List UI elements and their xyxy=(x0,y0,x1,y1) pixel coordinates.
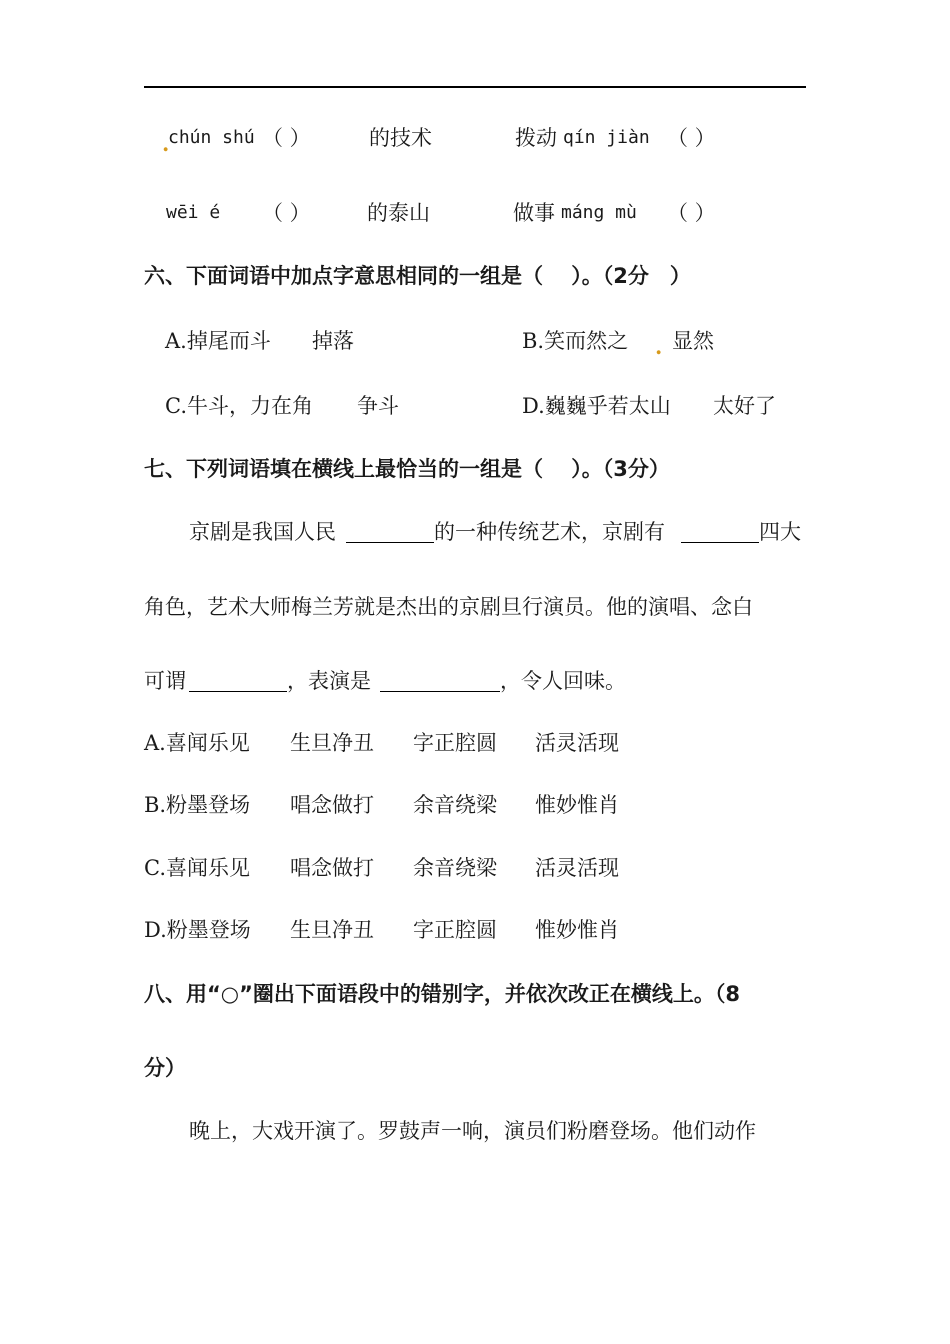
pinyin: wēi é xyxy=(166,202,221,223)
pinyin-row-1 xyxy=(0,120,950,156)
q6-option-a-label: A.掉尾而斗 xyxy=(165,329,271,353)
q7-option-word: 生旦净丑 xyxy=(290,731,374,755)
q7-text: 的一种传统艺术，京剧有 xyxy=(434,520,665,544)
q7-option-label: D.粉墨登场 xyxy=(144,918,251,942)
q6-option-d-label: D.巍巍乎若太山 xyxy=(522,394,671,418)
q7-option-d xyxy=(0,912,950,948)
fill-blank[interactable] xyxy=(346,520,434,543)
word-prefix: 做事 xyxy=(513,201,555,225)
q7-text: ，表演是 xyxy=(287,669,371,693)
q7-option-word: 字正腔圆 xyxy=(413,731,497,755)
q8-title-line-2 xyxy=(0,1050,950,1086)
word-prefix: 拨动 xyxy=(515,126,557,150)
q7-option-word: 活灵活现 xyxy=(535,731,619,755)
q7-text: 京剧是我国人民 xyxy=(189,520,336,544)
q8-title-line-1 xyxy=(0,976,950,1012)
q7-option-c xyxy=(0,850,950,886)
q7-paragraph-line-1 xyxy=(0,514,950,550)
q7-option-word: 惟妙惟肖 xyxy=(535,793,619,817)
q8-paragraph xyxy=(0,1113,950,1149)
q8-title-text: 八、用“○”圈出下面语段中的错别字，并依次改正在横线上。（8 xyxy=(144,982,741,1006)
fill-blank[interactable] xyxy=(681,520,759,543)
q7-option-word: 生旦净丑 xyxy=(290,918,374,942)
q7-text: 角色，艺术大师梅兰芳就是杰出的京剧旦行演员。他的演唱、念白 xyxy=(144,595,753,619)
q7-option-a xyxy=(0,725,950,761)
q6-option-b-word: 显然 xyxy=(672,329,714,353)
q7-option-label: C.喜闻乐见 xyxy=(144,856,250,880)
word: 的泰山 xyxy=(367,201,430,225)
answer-paren: （ ） xyxy=(667,126,716,150)
pinyin: qín jiàn xyxy=(563,127,650,148)
q8-paragraph-text: 晚上，大戏开演了。罗鼓声一响，演员们粉磨登场。他们动作 xyxy=(189,1119,756,1143)
q6-title-text: 六、下面词语中加点字意思相同的一组是（ ）。（2分 ） xyxy=(144,264,691,288)
q7-title xyxy=(0,451,950,487)
header-rule xyxy=(144,86,806,88)
q7-option-label: A.喜闻乐见 xyxy=(144,731,250,755)
q7-text: ，令人回味。 xyxy=(500,669,626,693)
q6-option-a-word: 掉落 xyxy=(312,329,354,353)
q6-option-c-label: C.牛斗，力在角 xyxy=(165,394,313,418)
word: 的技术 xyxy=(369,126,432,150)
q7-option-b xyxy=(0,787,950,823)
fill-blank[interactable] xyxy=(189,669,287,692)
pinyin: máng mù xyxy=(561,202,637,223)
emphasis-dot: . xyxy=(655,334,663,359)
q7-text: 四大 xyxy=(759,520,801,544)
q7-paragraph-line-3 xyxy=(0,663,950,699)
q6-option-d-word: 太好了 xyxy=(713,394,776,418)
q6-options-ab xyxy=(0,323,950,359)
q7-option-word: 余音绕梁 xyxy=(413,793,497,817)
q6-options-cd xyxy=(0,388,950,424)
q7-option-word: 活灵活现 xyxy=(535,856,619,880)
q7-title-text: 七、下列词语填在横线上最恰当的一组是（ ）。（3分） xyxy=(144,457,670,481)
emphasis-dot: . xyxy=(162,131,170,156)
q7-option-label: B.粉墨登场 xyxy=(144,793,251,817)
q8-title-text: 分） xyxy=(144,1056,186,1080)
q6-option-c-word: 争斗 xyxy=(357,394,399,418)
pinyin: chún shú xyxy=(168,127,255,148)
q7-option-word: 惟妙惟肖 xyxy=(535,918,619,942)
fill-blank[interactable] xyxy=(380,669,500,692)
q7-option-word: 字正腔圆 xyxy=(413,918,497,942)
answer-paren: （ ） xyxy=(262,126,311,150)
pinyin-row-2 xyxy=(0,195,950,231)
q6-option-b-label: B.笑而然之 xyxy=(522,329,629,353)
answer-paren: （ ） xyxy=(667,201,716,225)
q7-option-word: 唱念做打 xyxy=(290,856,374,880)
q7-paragraph-line-2 xyxy=(0,589,950,625)
q7-option-word: 余音绕梁 xyxy=(413,856,497,880)
answer-paren: （ ） xyxy=(262,201,311,225)
q7-text: 可谓 xyxy=(144,669,186,693)
q7-option-word: 唱念做打 xyxy=(290,793,374,817)
q6-title xyxy=(0,258,950,294)
